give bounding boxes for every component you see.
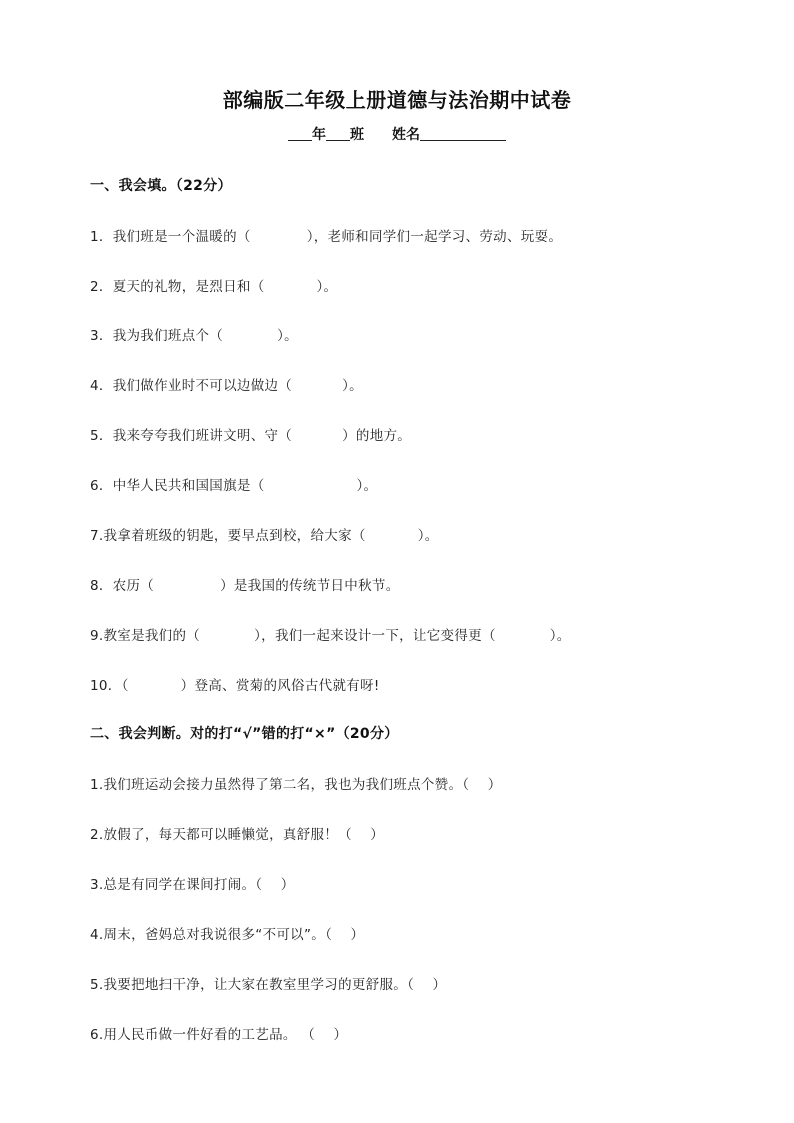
judge-question-6: 6.用人民币做一件好看的工艺品。 （ ） [90, 1027, 348, 1043]
judge-question-4: 4.周末，爸妈总对我说很多“不可以”。（ ） [90, 927, 365, 943]
fill-question-2: 2．夏天的礼物，是烈日和（ ）。 [90, 279, 338, 295]
fill-question-3: 3．我为我们班点个（ ）。 [90, 328, 298, 344]
name-blank[interactable] [420, 126, 506, 141]
fill-question-10: 10．（ ）登高、赏菊的风俗古代就有呀! [90, 678, 380, 694]
year-label: 年 [312, 127, 326, 143]
fill-question-7: 7.我拿着班级的钥匙，要早点到校，给大家（ ）。 [90, 528, 439, 544]
student-info-line [0, 124, 794, 144]
judge-question-3: 3.总是有同学在课间打闹。（ ） [90, 877, 295, 893]
judge-question-2: 2.放假了，每天都可以睡懒觉，真舒服！（ ） [90, 827, 385, 843]
judge-question-5: 5.我要把地扫干净，让大家在教室里学习的更舒服。（ ） [90, 977, 447, 993]
fill-question-8: 8．农历（ ）是我国的传统节日中秋节。 [90, 578, 400, 594]
class-blank[interactable] [326, 126, 350, 141]
fill-question-5: 5．我来夸夸我们班讲文明、守（ ）的地方。 [90, 428, 412, 444]
page-title: 部编版二年级上册道德与法治期中试卷 [222, 88, 572, 112]
section2-heading: 二、我会判断。对的打“√”错的打“×”（20分） [90, 726, 399, 742]
section1-heading: 一、我会填。（22分） [90, 178, 232, 194]
fill-question-6: 6．中华人民共和国国旗是（ ）。 [90, 478, 378, 494]
fill-question-1: 1．我们班是一个温暖的（ ），老师和同学们一起学习、劳动、玩耍。 [90, 229, 563, 245]
fill-question-4: 4．我们做作业时不可以边做边（ ）。 [90, 378, 363, 394]
name-label: 姓名 [392, 127, 420, 143]
year-blank[interactable] [288, 126, 312, 141]
fill-question-9: 9.教室是我们的（ ），我们一起来设计一下，让它变得更（ ）。 [90, 628, 571, 644]
judge-question-1: 1.我们班运动会接力虽然得了第二名，我也为我们班点个赞。（ ） [90, 777, 502, 793]
class-label: 班 [350, 127, 364, 143]
